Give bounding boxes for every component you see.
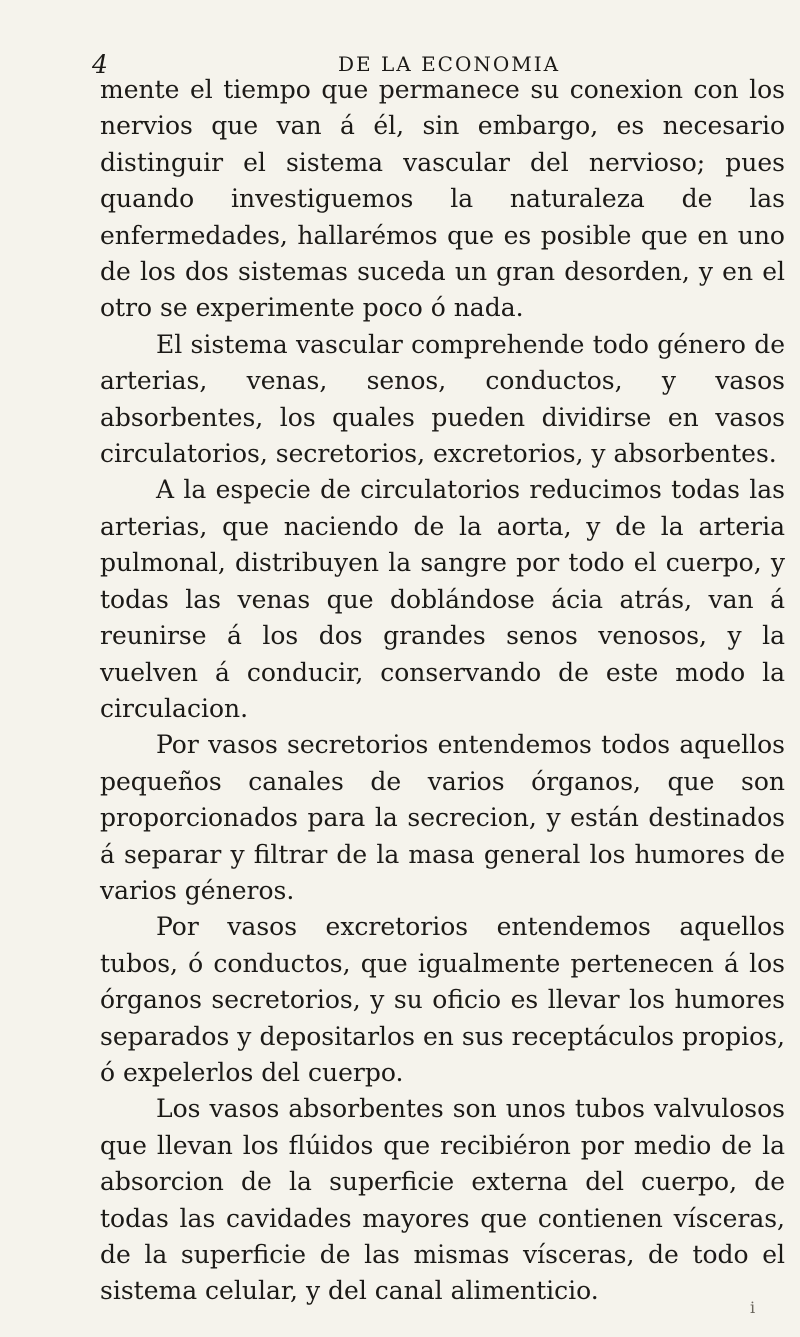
page-header [0, 26, 800, 79]
paragraph-1: mente el tiempo que permanece su conexion con los nervios que van á él, sin embargo, es necesario distinguir el sistema vascular del nervioso; pues quando investiguemos la naturaleza de las enfermedades, hallarémos que es posible que en uno de los dos sistemas suceda un gran desorden, y en el otro se experimente poco ó nada. [100, 75, 785, 323]
paragraph-4: Por vasos secretorios entendemos todos aquellos pequeños canales de varios órganos, que son proporcionados para la secrecion, y están destinados á separar y filtrar de la masa general los humores de varios géneros. [100, 730, 785, 905]
paragraph-3: A la especie de circulatorios reducimos todas las arterias, que naciendo de la aorta, y de la arteria pulmonal, distribuyen la sangre por todo el cuerpo, y todas las venas que doblándose ácia atrás, van á reunirse á los dos grandes senos venosos, y la vuelven á conducir, conservando de este modo la circulacion. [100, 475, 785, 723]
paragraph-5: Por vasos excretorios entendemos aquellos tubos, ó conductos, que igualmente pertenecen á los órganos secretorios, y su oficio es llevar los humores separados y depositarlos en sus receptáculos propios, ó expelerlos del cuerpo. [100, 912, 785, 1087]
paragraph-2: El sistema vascular comprehende todo género de arterias, venas, senos, conductos, y vasos absorbentes, los quales pueden dividirse en vasos circulatorios, secretorios, excretorios, y absorbentes. [100, 329, 785, 469]
page-number: 4 [92, 50, 108, 79]
catchword: i [750, 1298, 756, 1317]
running-head: DE LA ECONOMIA [338, 52, 561, 76]
paragraph-6: Los vasos absorbentes son unos tubos valvulosos que llevan los flúidos que recibiéron por medio de la absorcion de la superficie externa del cuerpo, de todas las cavidades mayores que contienen vísceras, de la superficie de las mismas vísceras, de todo el sistema celular, y del canal alimenticio. [100, 1094, 785, 1306]
body-text [100, 72, 785, 1310]
